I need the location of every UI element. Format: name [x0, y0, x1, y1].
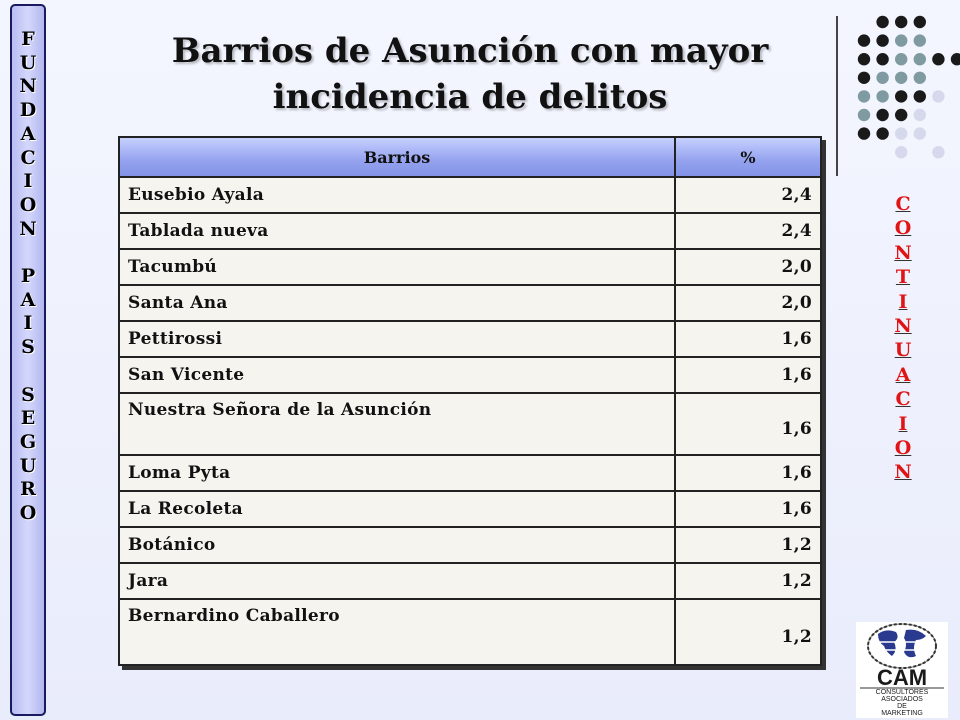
- logo-tagline-4: MARKETING: [881, 710, 923, 717]
- side-banner-letter: U: [19, 454, 37, 477]
- globe-icon: [868, 624, 936, 668]
- side-banner-letter: P: [20, 265, 36, 288]
- decor-dot: [914, 53, 926, 65]
- side-banner-letter: A: [20, 288, 36, 311]
- continuacion-letter: O: [894, 437, 912, 460]
- title-line-1: Barrios de Asunción con mayor: [171, 31, 769, 71]
- side-banner-letter: G: [19, 430, 37, 453]
- column-header-percent: %: [675, 137, 821, 177]
- decor-dot: [858, 72, 870, 84]
- side-banner-letter: N: [19, 75, 37, 98]
- logo-tagline-3: DE: [897, 703, 907, 710]
- logo-tagline-2: ASOCIADOS: [881, 696, 923, 703]
- table-row: [119, 249, 821, 285]
- continuacion-letter: T: [895, 266, 911, 289]
- decor-dot: [858, 53, 870, 65]
- continuacion-letter: N: [894, 461, 912, 484]
- barrio-name-cell: San Vicente: [119, 357, 675, 393]
- barrio-name-cell: Loma Pyta: [119, 455, 675, 491]
- percent-cell: 1,2: [675, 599, 821, 665]
- decor-dot: [876, 72, 888, 84]
- decor-dot: [858, 90, 870, 102]
- side-banner-letter: U: [19, 51, 37, 74]
- decor-dot: [895, 53, 907, 65]
- percent-cell: 2,4: [675, 213, 821, 249]
- decor-dot: [914, 127, 926, 139]
- table-header-row: [119, 137, 821, 177]
- decor-dot: [876, 127, 888, 139]
- side-banner-letter: N: [19, 217, 37, 240]
- side-banner-letter: R: [20, 478, 36, 501]
- barrio-name-cell: Bernardino Caballero: [119, 599, 675, 665]
- decor-dot: [876, 16, 888, 28]
- percent-cell: 1,6: [675, 455, 821, 491]
- decor-dot: [895, 90, 907, 102]
- side-banner-letter: O: [19, 502, 37, 525]
- side-banner-text: [12, 28, 44, 526]
- continuacion-letter: U: [894, 339, 912, 362]
- continuacion-letter: I: [898, 290, 908, 313]
- continuacion-letter: N: [894, 315, 912, 338]
- continuacion-letter: A: [895, 363, 911, 386]
- barrio-name-cell: Nuestra Señora de la Asunción: [119, 393, 675, 455]
- divider-line: [836, 16, 838, 176]
- decor-dot: [932, 146, 944, 158]
- decor-dot: [876, 53, 888, 65]
- decor-dot: [895, 72, 907, 84]
- logo-tagline-1: CONSULTORES: [875, 689, 929, 696]
- barrio-name-cell: Santa Ana: [119, 285, 675, 321]
- table-row: [119, 285, 821, 321]
- table-row: [119, 491, 821, 527]
- table-row: [119, 177, 821, 213]
- table-row: [119, 213, 821, 249]
- decor-dot: [951, 53, 960, 65]
- continuacion-letter: N: [894, 241, 912, 264]
- decor-dot: [895, 109, 907, 121]
- logo-wordmark: CAM: [876, 665, 928, 690]
- title-line-2: incidencia de delitos: [272, 77, 668, 117]
- percent-cell: 1,6: [675, 393, 821, 455]
- side-banner-letter: O: [19, 193, 37, 216]
- side-banner-letter: S: [21, 383, 35, 406]
- side-banner-letter: D: [19, 99, 37, 122]
- barrio-name-cell: Jara: [119, 563, 675, 599]
- decor-dot: [876, 34, 888, 46]
- table-row: [119, 527, 821, 563]
- decor-dot: [932, 90, 944, 102]
- decor-dot: [895, 34, 907, 46]
- table-row: [119, 393, 821, 455]
- continuacion-letter: O: [894, 217, 912, 240]
- decor-dot: [858, 34, 870, 46]
- decor-dot: [914, 109, 926, 121]
- barrio-name-cell: La Recoleta: [119, 491, 675, 527]
- percent-cell: 2,0: [675, 285, 821, 321]
- barrio-name-cell: Pettirossi: [119, 321, 675, 357]
- percent-cell: 1,6: [675, 491, 821, 527]
- table-row: [119, 563, 821, 599]
- side-banner-letter: I: [23, 170, 33, 193]
- percent-cell: 2,4: [675, 177, 821, 213]
- table-row: [119, 455, 821, 491]
- decor-dot: [914, 72, 926, 84]
- column-header-barrios: Barrios: [119, 137, 675, 177]
- percent-cell: 1,2: [675, 527, 821, 563]
- side-banner-letter: E: [20, 407, 36, 430]
- decor-dot: [858, 127, 870, 139]
- side-banner-letter: A: [20, 122, 36, 145]
- percent-cell: 2,0: [675, 249, 821, 285]
- side-banner-letter: C: [20, 146, 36, 169]
- side-banner: [10, 4, 46, 716]
- continuacion-link[interactable]: [888, 192, 918, 485]
- barrio-name-cell: Eusebio Ayala: [119, 177, 675, 213]
- continuacion-letter: C: [895, 388, 911, 411]
- continuacion-letter: I: [898, 412, 908, 435]
- decor-dot: [876, 109, 888, 121]
- decor-dot: [895, 16, 907, 28]
- percent-cell: 1,6: [675, 357, 821, 393]
- decor-dot: [914, 34, 926, 46]
- continuacion-letter: C: [895, 193, 911, 215]
- decor-dot: [876, 90, 888, 102]
- decor-dot: [895, 146, 907, 158]
- table-row: [119, 357, 821, 393]
- crime-table: [118, 136, 822, 666]
- percent-cell: 1,2: [675, 563, 821, 599]
- side-banner-letter: S: [21, 336, 35, 359]
- decor-dot: [895, 127, 907, 139]
- barrio-name-cell: Tablada nueva: [119, 213, 675, 249]
- side-banner-letter: F: [21, 28, 35, 50]
- page-title: [120, 28, 820, 120]
- percent-cell: 1,6: [675, 321, 821, 357]
- cam-logo: [856, 622, 948, 718]
- side-banner-letter: I: [23, 312, 33, 335]
- barrio-name-cell: Tacumbú: [119, 249, 675, 285]
- decor-dot: [914, 16, 926, 28]
- decor-dot: [858, 109, 870, 121]
- table-body: [119, 177, 821, 665]
- table-row: [119, 321, 821, 357]
- table-row: [119, 599, 821, 665]
- decor-dot: [932, 53, 944, 65]
- decor-dot: [914, 90, 926, 102]
- barrio-name-cell: Botánico: [119, 527, 675, 563]
